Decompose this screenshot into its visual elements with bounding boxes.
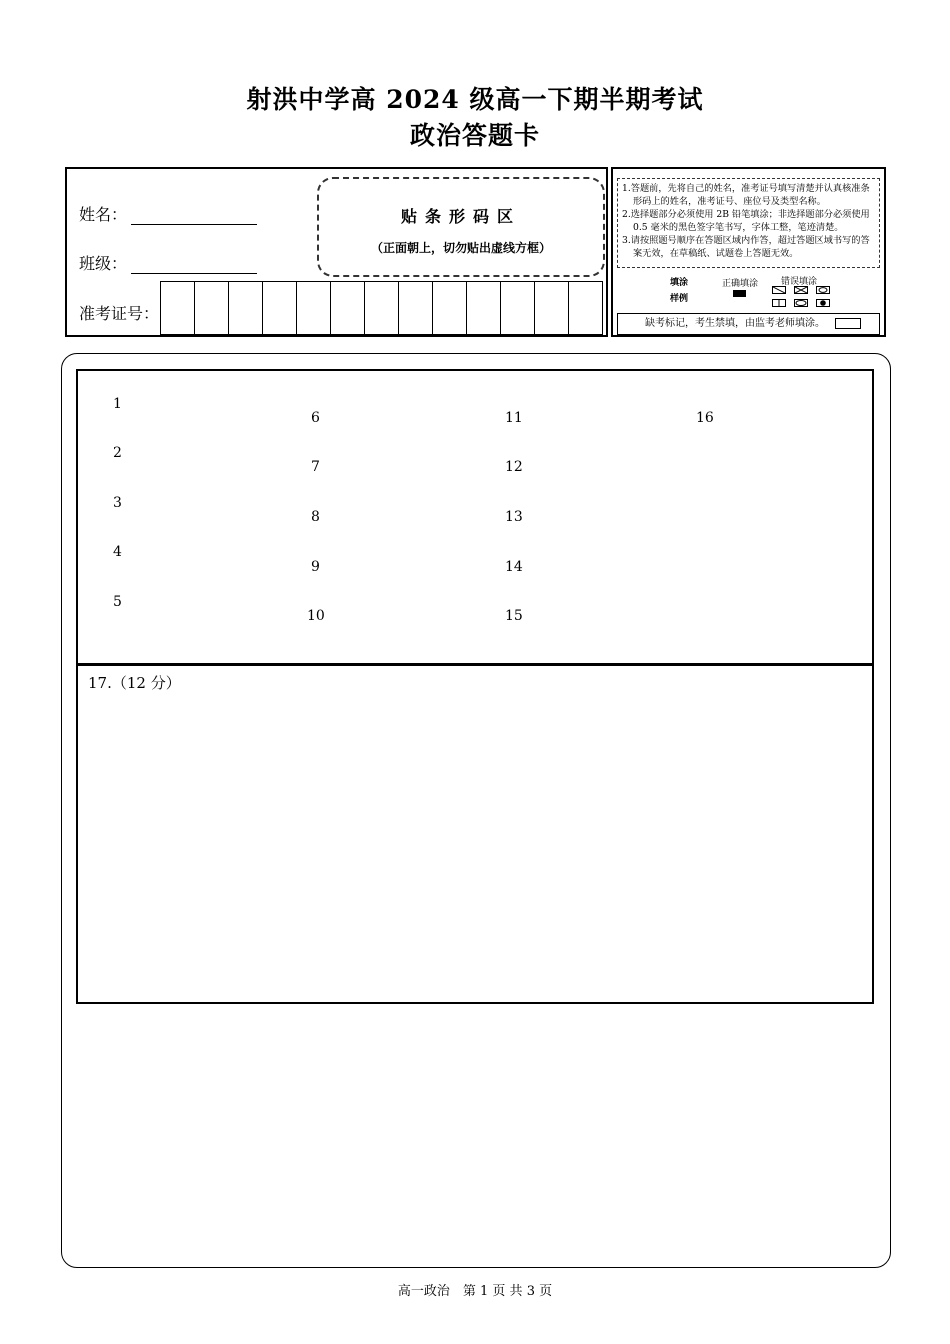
- answer-sheet-title: 政治答题卡: [409, 121, 540, 150]
- question-number[interactable]: 2: [113, 445, 122, 461]
- sample-label: 样例: [670, 294, 689, 304]
- notice-item: 1.答题前，先将自己的姓名，准考证号填写清楚并认真核准条形码上的姓名，准考证号、座位号及类型名称。: [622, 183, 870, 207]
- class-field[interactable]: [131, 272, 257, 274]
- exam-id-cells[interactable]: [160, 281, 603, 335]
- question-number[interactable]: 6: [311, 410, 320, 426]
- question-number[interactable]: 4: [113, 544, 122, 560]
- choice-questions-box: [76, 369, 874, 665]
- question-number[interactable]: 7: [311, 459, 320, 475]
- wrong-fill-label: 错误填涂: [781, 277, 818, 287]
- exam-id-label: 准考证号：: [79, 304, 160, 323]
- exam-id-cell[interactable]: [569, 281, 603, 335]
- wrong-fill-cross-mark: [794, 286, 808, 294]
- exam-id-cell[interactable]: [467, 281, 501, 335]
- correct-fill-label: 正确填涂: [722, 279, 759, 289]
- wrong-fill-dot-mark: [816, 299, 830, 307]
- question-number[interactable]: 11: [505, 410, 523, 426]
- question-number[interactable]: 12: [505, 459, 523, 475]
- exam-id-cell[interactable]: [263, 281, 297, 335]
- wrong-fill-circle-mark: [816, 286, 830, 294]
- absent-mark-box[interactable]: [835, 318, 861, 329]
- exam-id-cell[interactable]: [365, 281, 399, 335]
- name-label: 姓名：: [79, 205, 128, 224]
- question-number[interactable]: 1: [113, 396, 122, 412]
- exam-id-cell[interactable]: [433, 281, 467, 335]
- question-number[interactable]: 9: [311, 559, 320, 575]
- name-row: [79, 202, 257, 225]
- exam-id-cell[interactable]: [535, 281, 569, 335]
- exam-id-cell[interactable]: [331, 281, 365, 335]
- exam-id-cell[interactable]: [297, 281, 331, 335]
- question-17-box[interactable]: [76, 664, 874, 1004]
- wrong-fill-slash-mark: [772, 286, 786, 294]
- notice-list: [617, 178, 880, 268]
- question-number[interactable]: 8: [311, 509, 320, 525]
- absent-text: 缺考标记，考生禁填，由监考老师填涂。: [645, 318, 825, 329]
- exam-id-cell[interactable]: [195, 281, 229, 335]
- question-number[interactable]: 10: [307, 608, 325, 624]
- question-number[interactable]: 13: [505, 509, 523, 525]
- exam-title: 射洪中学高 2024 级高一下期半期考试: [246, 85, 704, 114]
- question-17-label: 17.（12 分）: [88, 674, 181, 692]
- question-number[interactable]: 3: [113, 495, 122, 511]
- correct-fill-mark: [733, 290, 746, 297]
- class-row: [79, 251, 257, 274]
- barcode-instruction: （正面朝上，切勿贴出虚线方框）: [370, 241, 551, 255]
- exam-id-cell[interactable]: [161, 281, 195, 335]
- exam-id-cell[interactable]: [501, 281, 535, 335]
- exam-id-cell[interactable]: [229, 281, 263, 335]
- barcode-title: 贴条形码区: [400, 207, 521, 226]
- page-footer: 高一政治 第 1 页 共 3 页: [397, 1284, 553, 1299]
- absent-mark-row: [617, 313, 880, 335]
- question-number[interactable]: 5: [113, 594, 122, 610]
- exam-id-cell[interactable]: [399, 281, 433, 335]
- wrong-fill-oval-mark: [794, 299, 808, 307]
- question-number[interactable]: 16: [696, 410, 714, 426]
- wrong-fill-split-mark: [772, 299, 786, 307]
- notice-item: 3.请按照题号顺序在答题区域内作答，超过答题区域书写的答案无效，在草稿纸、试题卷上答题无效。: [622, 235, 870, 259]
- name-field[interactable]: [131, 223, 257, 225]
- class-label: 班级：: [79, 254, 128, 273]
- question-number[interactable]: 14: [505, 559, 523, 575]
- notice-box: [611, 167, 886, 337]
- student-info-box: [65, 167, 608, 337]
- question-number[interactable]: 15: [505, 608, 523, 624]
- barcode-area: [317, 177, 605, 277]
- fill-label: 填涂: [670, 278, 689, 288]
- notice-item: 2.选择题部分必须使用 2B 铅笔填涂；非选择题部分必须使用 0.5 毫米的黑色签字笔书写，字体工整，笔迹清楚。: [622, 209, 870, 233]
